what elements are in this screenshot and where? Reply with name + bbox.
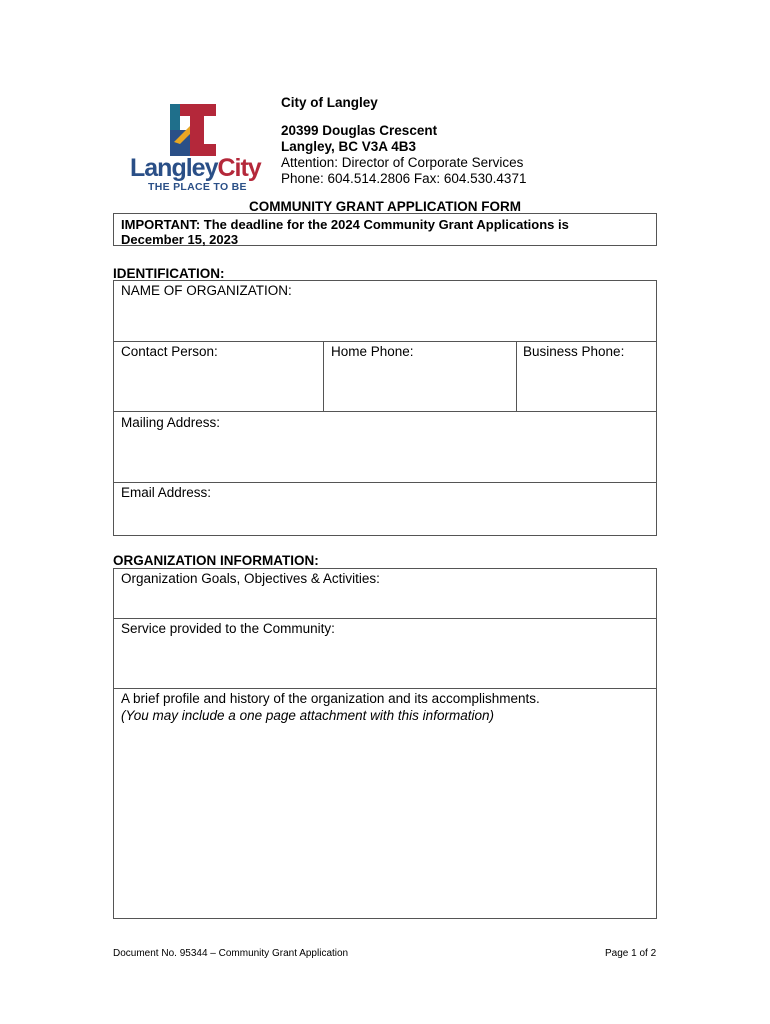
- address-city: Langley, BC V3A 4B3: [281, 139, 417, 154]
- home-phone-field[interactable]: Home Phone:: [331, 344, 414, 359]
- address-street: 20399 Douglas Crescent: [281, 123, 438, 138]
- langley-c-logo-icon: [170, 104, 216, 156]
- deadline-notice-box: [113, 213, 657, 246]
- email-address-field[interactable]: Email Address:: [121, 485, 212, 500]
- service-provided-field[interactable]: Service provided to the Community:: [121, 621, 335, 636]
- langley-city-logo: [128, 104, 263, 194]
- logo-word-city: City: [217, 154, 261, 182]
- contact-person-field[interactable]: Contact Person:: [121, 344, 218, 359]
- organization-information-heading: ORGANIZATION INFORMATION:: [113, 553, 319, 568]
- logo-word-langley: Langley: [130, 154, 218, 182]
- address-block: [281, 95, 526, 187]
- logo-wordmark: [130, 154, 261, 183]
- form-title: COMMUNITY GRANT APPLICATION FORM: [249, 199, 521, 214]
- logo-tagline: THE PLACE TO BE: [148, 181, 247, 193]
- mailing-address-field[interactable]: Mailing Address:: [121, 415, 221, 430]
- identification-heading: IDENTIFICATION:: [113, 266, 225, 281]
- address-org: City of Langley: [281, 95, 378, 110]
- business-phone-field[interactable]: Business Phone:: [523, 344, 625, 359]
- profile-attachment-note: (You may include a one page attachment with this information): [121, 708, 494, 723]
- name-of-organization-field[interactable]: NAME OF ORGANIZATION:: [121, 283, 292, 298]
- address-phones: Phone: 604.514.2806 Fax: 604.530.4371: [281, 171, 527, 186]
- deadline-notice-line1: IMPORTANT: The deadline for the 2024 Community Grant Applications is: [121, 217, 569, 232]
- footer-document-number: Document No. 95344 – Community Grant Application: [113, 948, 349, 959]
- footer-page-number: Page 1 of 2: [605, 948, 657, 959]
- goals-objectives-field[interactable]: Organization Goals, Objectives & Activities:: [121, 571, 380, 586]
- address-attention: Attention: Director of Corporate Services: [281, 155, 524, 170]
- organization-profile-field[interactable]: A brief profile and history of the organization and its accomplishments.: [121, 691, 540, 706]
- deadline-notice-line2: December 15, 2023: [121, 232, 239, 247]
